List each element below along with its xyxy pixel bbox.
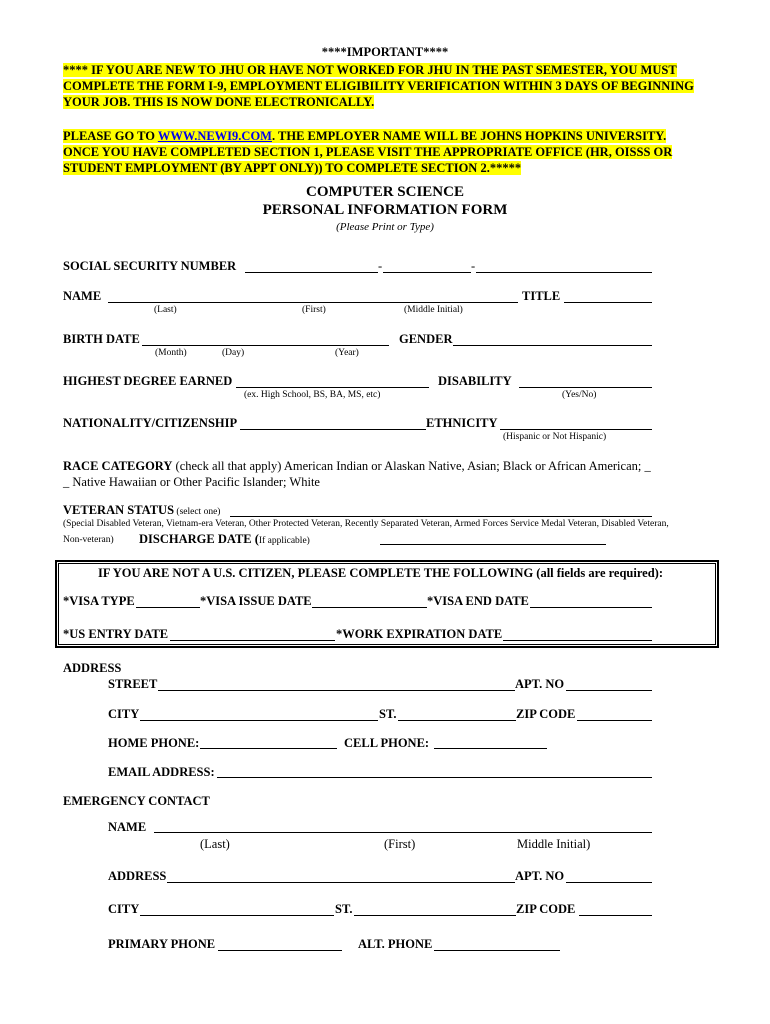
notice-block [63,62,694,176]
visa-issue-label: *VISA ISSUE DATE [200,594,312,608]
degree-hint: (ex. High School, BS, BA, MS, etc) [244,390,381,400]
visa-issue-field[interactable] [312,607,427,608]
emergency-last-hint: (Last) [200,837,230,851]
notice-line2: COMPLETE THE FORM I-9, EMPLOYMENT ELIGIBILITY VERIFICATION WITHIN 3 DAYS OF BEGINNING [63,79,694,93]
disability-hint: (Yes/No) [562,390,597,400]
zip-field[interactable] [577,720,652,721]
primary-phone-label: PRIMARY PHONE [108,937,216,951]
notice-line4-post: . THE EMPLOYER NAME WILL BE JOHNS HOPKINS UNIVERSITY. [271,129,667,143]
disability-label: DISABILITY [438,374,512,388]
ssn-field-2[interactable] [383,272,471,273]
gender-field[interactable] [453,345,652,346]
emergency-state-field[interactable] [354,915,516,916]
form-subtitle: (Please Print or Type) [336,221,434,233]
title-label: TITLE [522,289,561,303]
address-heading: ADDRESS [63,661,122,675]
nationality-label: NATIONALITY/CITIZENSHIP [63,416,238,430]
emergency-zip-label: ZIP CODE [516,902,576,916]
emergency-address-label: ADDRESS [108,869,167,883]
home-phone-field[interactable] [200,748,337,749]
discharge-date-field[interactable] [380,544,606,545]
emergency-name-field[interactable] [154,832,652,833]
veteran-hint-2: Non-veteran) [63,535,114,545]
emergency-first-hint: (First) [384,837,416,851]
title-field[interactable] [564,302,652,303]
name-field[interactable] [108,302,518,303]
ethnicity-field[interactable] [500,429,652,430]
street-label: STREET [108,677,158,691]
veteran-hint-1: (Special Disabled Veteran, Vietnam-era Veteran, Other Protected Veteran, Recently Separated Veteran, Armed Forces Service Medal Veteran, Disabled Veteran, [63,519,669,529]
apt-label: APT. NO [515,677,565,691]
emergency-middle-hint: Middle Initial) [517,837,591,851]
alt-phone-field[interactable] [434,950,560,951]
cell-phone-field[interactable] [434,748,547,749]
discharge-label: DISCHARGE DATE ( [139,532,259,546]
home-phone-label: HOME PHONE: [108,736,200,750]
degree-label: HIGHEST DEGREE EARNED [63,374,233,388]
birth-date-field[interactable] [142,345,389,346]
department-title: COMPUTER SCIENCE [306,184,464,200]
birth-year-hint: (Year) [335,348,359,358]
emergency-address-field[interactable] [167,882,515,883]
emergency-heading: EMERGENCY CONTACT [63,794,210,808]
discharge-date [139,532,310,547]
visa-type-field[interactable] [136,607,200,608]
disability-field[interactable] [519,387,652,388]
name-first-hint: (First) [302,305,326,315]
nationality-field[interactable] [240,429,426,430]
cell-phone-label: CELL PHONE: [344,736,430,750]
visa-type-label: *VISA TYPE [63,594,135,608]
city-field[interactable] [140,720,378,721]
race-label: RACE CATEGORY [63,459,173,473]
form-title: PERSONAL INFORMATION FORM [262,202,508,218]
visa-end-label: *VISA END DATE [427,594,529,608]
ssn-field-3[interactable] [476,272,652,273]
emergency-apt-field[interactable] [566,882,652,883]
emergency-city-label: CITY [108,902,140,916]
state-field[interactable] [398,720,516,721]
veteran-status [63,503,220,518]
veteran-select-hint: (select one) [174,507,221,517]
name-label: NAME [63,289,102,303]
emergency-apt-label: APT. NO [515,869,565,883]
emergency-city-field[interactable] [140,915,334,916]
race-category [63,459,651,474]
emergency-state-label: ST. [335,902,353,916]
ethnicity-label: ETHNICITY [426,416,498,430]
notice-line6: STUDENT EMPLOYMENT (BY APPT ONLY)) TO COMPLETE SECTION 2.***** [63,161,522,175]
work-exp-label: *WORK EXPIRATION DATE [336,627,503,641]
state-label: ST. [379,707,397,721]
alt-phone-label: ALT. PHONE [358,937,433,951]
us-entry-label: *US ENTRY DATE [63,627,169,641]
name-last-hint: (Last) [154,305,177,315]
primary-phone-field[interactable] [218,950,342,951]
us-entry-field[interactable] [170,640,335,641]
newi9-link[interactable]: WWW.NEWI9.COM [157,129,272,143]
ssn-dash-1: - [378,259,383,273]
ssn-field-1[interactable] [245,272,378,273]
birth-date-label: BIRTH DATE [63,332,140,346]
email-label: EMAIL ADDRESS: [108,765,215,779]
degree-field[interactable] [236,387,429,388]
discharge-hint: If applicable) [258,536,310,546]
name-middle-hint: (Middle Initial) [404,305,463,315]
veteran-label: VETERAN STATUS [63,503,175,517]
emergency-zip-field[interactable] [579,915,652,916]
ssn-label: SOCIAL SECURITY NUMBER [63,259,237,273]
work-exp-field[interactable] [503,640,652,641]
ssn-dash-2: - [471,259,476,273]
race-options-line2[interactable]: _ Native Hawaiian or Other Pacific Islander; White [63,475,320,489]
notice-line1: **** IF YOU ARE NEW TO JHU OR HAVE NOT WORKED FOR JHU IN THE PAST SEMESTER, YOU MUST [63,63,677,77]
zip-label: ZIP CODE [516,707,576,721]
apt-field[interactable] [566,690,652,691]
gender-label: GENDER [399,332,453,346]
ethnicity-hint: (Hispanic or Not Hispanic) [503,432,607,442]
visa-end-field[interactable] [530,607,652,608]
veteran-status-field[interactable] [230,516,652,517]
notice-title: ****IMPORTANT**** [321,45,449,59]
emergency-name-label: NAME [108,820,147,834]
birth-day-hint: (Day) [222,348,245,358]
notice-line3: YOUR JOB. THIS IS NOW DONE ELECTRONICALLY. [63,95,375,109]
city-label: CITY [108,707,140,721]
notice-line5: ONCE YOU HAVE COMPLETED SECTION 1, PLEASE VISIT THE APPROPRIATE OFFICE (HR, OISSS OR [63,145,673,159]
email-field[interactable] [217,777,652,778]
birth-month-hint: (Month) [155,348,187,358]
race-options-line1[interactable]: (check all that apply) American Indian or Alaskan Native, Asian; Black or African American; _ [172,459,651,473]
notice-line4-pre: PLEASE GO TO [63,129,158,143]
visa-heading: IF YOU ARE NOT A U.S. CITIZEN, PLEASE COMPLETE THE FOLLOWING (all fields are required): [98,566,664,580]
street-field[interactable] [158,690,515,691]
